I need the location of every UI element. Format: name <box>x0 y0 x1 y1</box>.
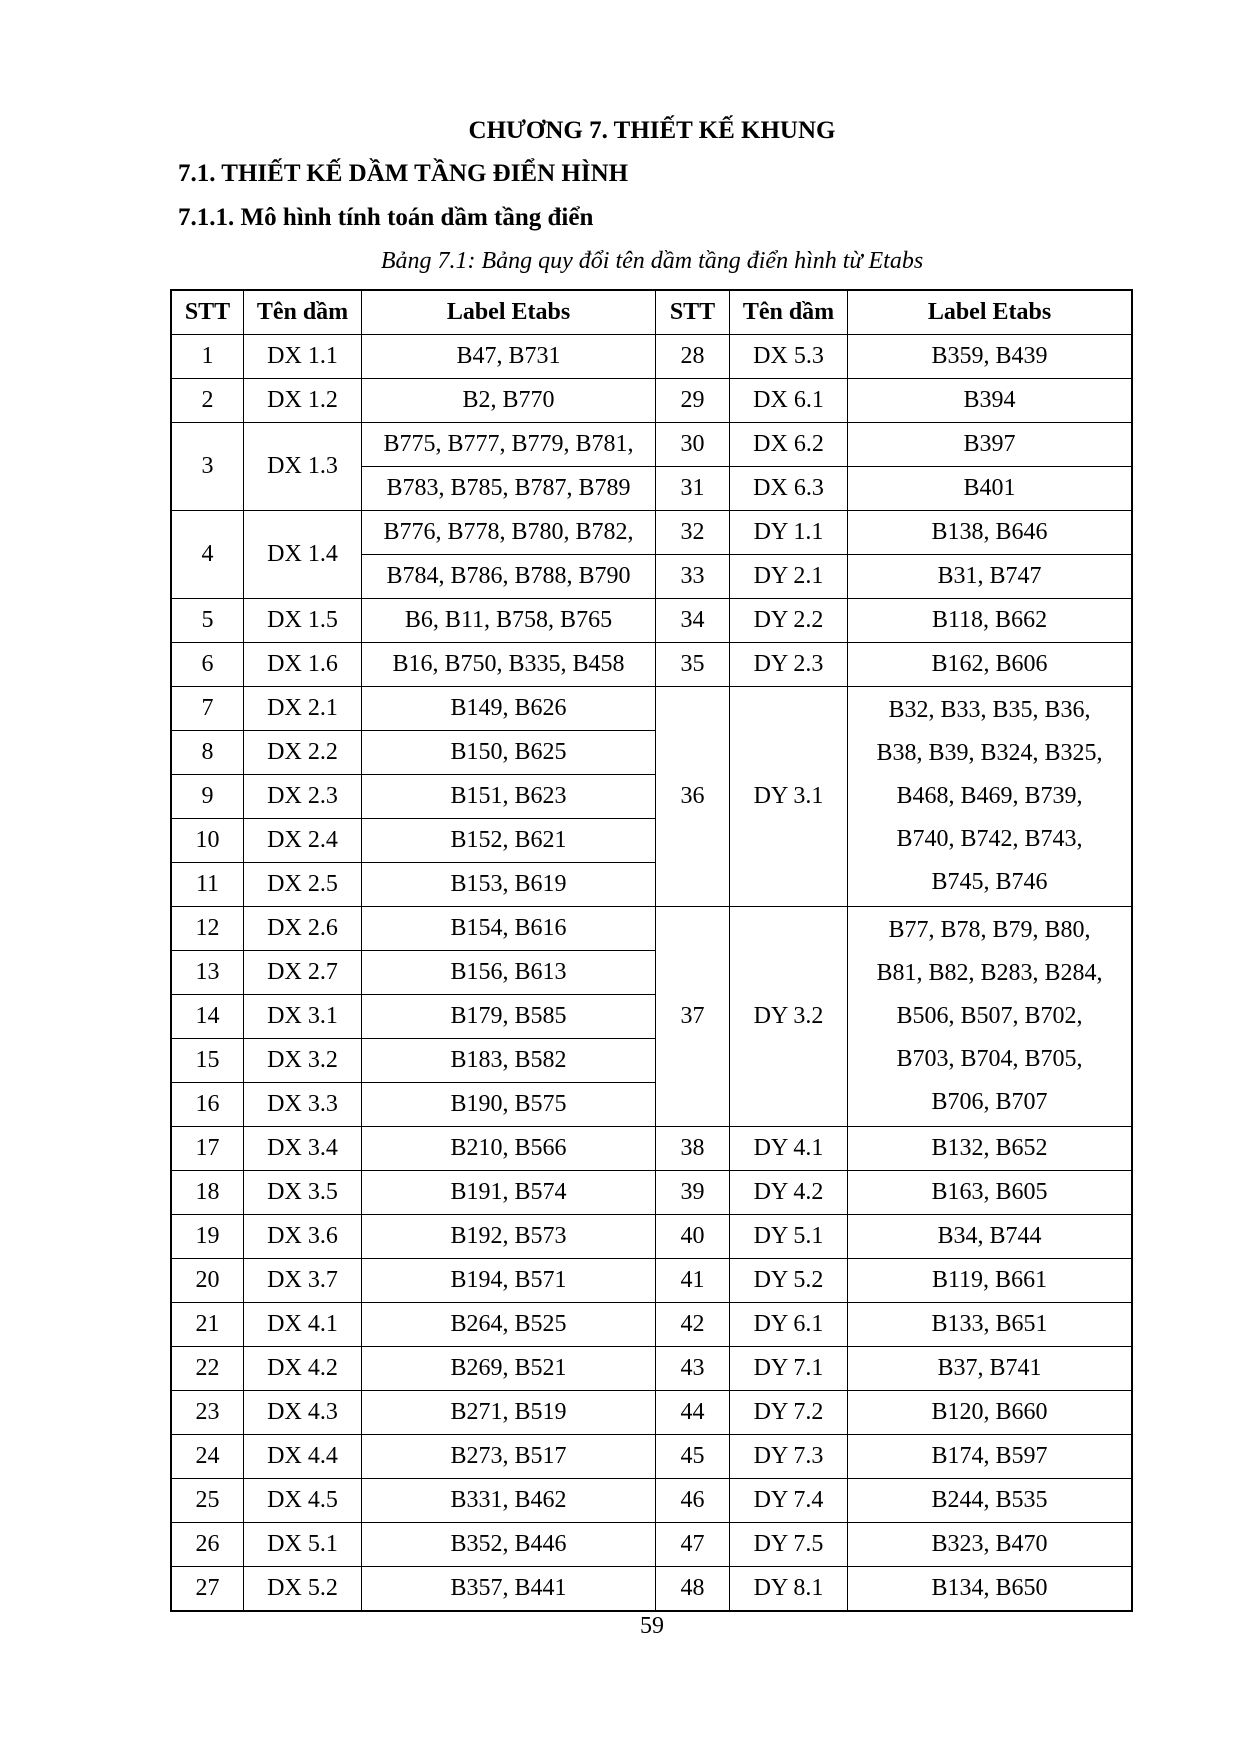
etabs-label-cell <box>848 1391 1133 1435</box>
stt-cell: 18 <box>171 1171 244 1215</box>
label-line: B174, B597 <box>931 1443 1048 1469</box>
header-name-right: Tên dầm <box>730 290 848 335</box>
label-line: B132, B652 <box>931 1135 1048 1161</box>
stt-cell: 6 <box>171 643 244 687</box>
etabs-label-cell <box>848 1303 1133 1347</box>
beam-name-cell: DY 7.4 <box>730 1479 848 1523</box>
etabs-label-cell <box>848 907 1133 1127</box>
etabs-label-cell <box>362 1435 656 1479</box>
beam-name-cell: DX 3.7 <box>244 1259 362 1303</box>
etabs-label-cell <box>848 1215 1133 1259</box>
beam-name-cell: DY 2.1 <box>730 555 848 599</box>
label-line: B32, B33, B35, B36, <box>888 697 1091 723</box>
stt-cell: 2 <box>171 379 244 423</box>
table-row <box>171 1435 1132 1479</box>
label-line: B394 <box>963 387 1016 413</box>
label-line: B138, B646 <box>931 519 1048 545</box>
stt-cell: 28 <box>656 335 730 379</box>
stt-cell: 13 <box>171 951 244 995</box>
stt-cell: 44 <box>656 1391 730 1435</box>
etabs-label-cell <box>362 643 656 687</box>
label-line: B191, B574 <box>450 1179 567 1205</box>
beam-name-cell: DX 2.5 <box>244 863 362 907</box>
beam-name-cell: DX 3.3 <box>244 1083 362 1127</box>
beam-name-cell: DY 3.1 <box>730 687 848 907</box>
etabs-label-cell <box>362 1347 656 1391</box>
label-line: B740, B742, B743, <box>896 826 1083 852</box>
stt-cell: 29 <box>656 379 730 423</box>
stt-cell: 16 <box>171 1083 244 1127</box>
label-line: B162, B606 <box>931 651 1048 677</box>
label-line: B16, B750, B335, B458 <box>392 651 625 677</box>
stt-cell: 8 <box>171 731 244 775</box>
label-line: B323, B470 <box>931 1531 1048 1557</box>
label-line: B133, B651 <box>931 1311 1048 1337</box>
label-line: B6, B11, B758, B765 <box>404 607 613 633</box>
label-line: B77, B78, B79, B80, <box>888 917 1091 943</box>
label-line: B359, B439 <box>931 343 1048 369</box>
label-line: B34, B744 <box>937 1223 1042 1249</box>
label-line: B210, B566 <box>450 1135 567 1161</box>
beam-name-cell: DY 4.2 <box>730 1171 848 1215</box>
table-row <box>171 423 1132 467</box>
etabs-label-cell <box>362 599 656 643</box>
stt-cell: 20 <box>171 1259 244 1303</box>
header-label-right: Label Etabs <box>848 290 1133 335</box>
etabs-label-cell <box>362 1479 656 1523</box>
table-row <box>171 907 1132 951</box>
etabs-label-cell <box>362 995 656 1039</box>
stt-cell: 12 <box>171 907 244 951</box>
stt-cell: 37 <box>656 907 730 1127</box>
etabs-label-cell <box>362 1083 656 1127</box>
label-line: B244, B535 <box>931 1487 1048 1513</box>
etabs-label-cell <box>848 1567 1133 1612</box>
stt-cell: 1 <box>171 335 244 379</box>
beam-name-cell: DX 6.1 <box>730 379 848 423</box>
table-row <box>171 1303 1132 1347</box>
stt-cell: 38 <box>656 1127 730 1171</box>
label-line: B703, B704, B705, <box>896 1046 1083 1072</box>
label-line: B47, B731 <box>456 343 561 369</box>
stt-cell: 24 <box>171 1435 244 1479</box>
label-line: B154, B616 <box>450 915 567 941</box>
etabs-label-cell <box>848 687 1133 907</box>
label-line: B119, B661 <box>931 1267 1048 1293</box>
stt-cell: 43 <box>656 1347 730 1391</box>
etabs-label-cell <box>362 951 656 995</box>
beam-name-cell: DX 6.2 <box>730 423 848 467</box>
etabs-label-cell <box>362 379 656 423</box>
table-row <box>171 1259 1132 1303</box>
label-line: B152, B621 <box>450 827 567 853</box>
table-row <box>171 335 1132 379</box>
beam-name-cell: DX 3.4 <box>244 1127 362 1171</box>
label-line: B269, B521 <box>450 1355 567 1381</box>
beam-name-cell: DY 7.1 <box>730 1347 848 1391</box>
stt-cell: 33 <box>656 555 730 599</box>
table-row <box>171 1347 1132 1391</box>
etabs-label-cell <box>362 1171 656 1215</box>
page-number: 59 <box>640 1613 664 1639</box>
label-line: B273, B517 <box>450 1443 567 1469</box>
beam-name-cell: DY 1.1 <box>730 511 848 555</box>
etabs-label-cell <box>362 687 656 731</box>
beam-name-cell: DX 4.1 <box>244 1303 362 1347</box>
beam-name-cell: DX 1.2 <box>244 379 362 423</box>
etabs-label-cell <box>362 1567 656 1612</box>
etabs-label-cell <box>362 1127 656 1171</box>
label-line: B163, B605 <box>931 1179 1048 1205</box>
label-line: B745, B746 <box>931 869 1048 895</box>
etabs-label-cell: B776, B778, B780, B782, <box>362 511 656 555</box>
beam-name-cell: DX 5.1 <box>244 1523 362 1567</box>
label-line: B150, B625 <box>450 739 567 765</box>
stt-cell: 35 <box>656 643 730 687</box>
label-line: B81, B82, B283, B284, <box>876 960 1103 986</box>
beam-name-cell: DX 4.4 <box>244 1435 362 1479</box>
stt-cell: 9 <box>171 775 244 819</box>
etabs-label-cell <box>848 467 1133 511</box>
stt-cell: 36 <box>656 687 730 907</box>
stt-cell: 40 <box>656 1215 730 1259</box>
stt-cell: 34 <box>656 599 730 643</box>
table-row <box>171 643 1132 687</box>
beam-name-cell: DX 4.3 <box>244 1391 362 1435</box>
beam-name-cell: DY 5.2 <box>730 1259 848 1303</box>
label-line: B352, B446 <box>450 1531 567 1557</box>
stt-cell: 19 <box>171 1215 244 1259</box>
table-row <box>171 1127 1132 1171</box>
label-line: B468, B469, B739, <box>896 783 1083 809</box>
beam-name-cell: DX 3.2 <box>244 1039 362 1083</box>
etabs-label-cell <box>848 1259 1133 1303</box>
beam-name-cell: DX 5.3 <box>730 335 848 379</box>
beam-label-table <box>170 289 1133 1612</box>
stt-cell: 42 <box>656 1303 730 1347</box>
beam-name-cell: DX 2.7 <box>244 951 362 995</box>
etabs-label-cell <box>362 1259 656 1303</box>
header-name-left: Tên dầm <box>244 290 362 335</box>
label-line: B506, B507, B702, <box>896 1003 1083 1029</box>
label-line: B271, B519 <box>450 1399 567 1425</box>
label-line: B156, B613 <box>450 959 567 985</box>
beam-name-cell: DX 3.6 <box>244 1215 362 1259</box>
stt-cell: 39 <box>656 1171 730 1215</box>
beam-name-cell: DX 2.6 <box>244 907 362 951</box>
beam-name-cell: DX 3.1 <box>244 995 362 1039</box>
header-stt-left: STT <box>171 290 244 335</box>
beam-name-cell: DX 2.2 <box>244 731 362 775</box>
beam-name-cell: DY 8.1 <box>730 1567 848 1612</box>
etabs-label-cell: B784, B786, B788, B790 <box>362 555 656 599</box>
section-title: 7.1. THIẾT KẾ DẦM TẦNG ĐIỂN HÌNH <box>178 160 629 187</box>
etabs-label-cell: B783, B785, B787, B789 <box>362 467 656 511</box>
etabs-label-cell <box>848 511 1133 555</box>
table-row <box>171 1523 1132 1567</box>
stt-cell: 4 <box>171 511 244 599</box>
stt-cell: 41 <box>656 1259 730 1303</box>
label-line: B190, B575 <box>450 1091 567 1117</box>
beam-name-cell: DX 2.4 <box>244 819 362 863</box>
etabs-label-cell <box>362 775 656 819</box>
stt-cell: 25 <box>171 1479 244 1523</box>
table-row <box>171 1215 1132 1259</box>
etabs-label-cell <box>362 1303 656 1347</box>
etabs-label-cell <box>362 819 656 863</box>
label-line: B397 <box>963 431 1016 457</box>
label-line: B331, B462 <box>450 1487 567 1513</box>
table-row <box>171 687 1132 731</box>
etabs-label-cell <box>848 1435 1133 1479</box>
table-row <box>171 511 1132 555</box>
chapter-title: CHƯƠNG 7. THIẾT KẾ KHUNG <box>468 117 836 144</box>
beam-name-cell: DY 3.2 <box>730 907 848 1127</box>
stt-cell: 30 <box>656 423 730 467</box>
label-line: B38, B39, B324, B325, <box>876 740 1103 766</box>
label-line: B357, B441 <box>450 1575 567 1601</box>
beam-name-cell: DX 2.1 <box>244 687 362 731</box>
etabs-label-cell <box>848 423 1133 467</box>
label-line: B706, B707 <box>931 1089 1048 1115</box>
etabs-label-cell <box>362 907 656 951</box>
table-row <box>171 599 1132 643</box>
etabs-label-cell: B775, B777, B779, B781, <box>362 423 656 467</box>
stt-cell: 46 <box>656 1479 730 1523</box>
etabs-label-cell <box>362 1391 656 1435</box>
etabs-label-cell <box>848 1347 1133 1391</box>
label-line: B118, B662 <box>931 607 1048 633</box>
stt-cell: 17 <box>171 1127 244 1171</box>
etabs-label-cell <box>362 731 656 775</box>
beam-name-cell: DY 7.5 <box>730 1523 848 1567</box>
label-line: B134, B650 <box>931 1575 1048 1601</box>
etabs-label-cell <box>848 379 1133 423</box>
beam-name-cell: DX 3.5 <box>244 1171 362 1215</box>
stt-cell: 14 <box>171 995 244 1039</box>
table-header-row <box>171 290 1132 335</box>
label-line: B183, B582 <box>450 1047 567 1073</box>
beam-name-cell: DX 4.5 <box>244 1479 362 1523</box>
label-line: B194, B571 <box>450 1267 567 1293</box>
table-caption: Bảng 7.1: Bảng quy đổi tên dầm tầng điển hình từ Etabs <box>380 248 924 274</box>
etabs-label-cell <box>362 1523 656 1567</box>
label-line: B2, B770 <box>462 387 555 413</box>
beam-name-cell: DY 5.1 <box>730 1215 848 1259</box>
beam-name-cell: DX 1.3 <box>244 423 362 511</box>
stt-cell: 47 <box>656 1523 730 1567</box>
header-stt-right: STT <box>656 290 730 335</box>
beam-name-cell: DY 6.1 <box>730 1303 848 1347</box>
etabs-label-cell <box>848 1479 1133 1523</box>
beam-name-cell: DY 2.3 <box>730 643 848 687</box>
label-line: B401 <box>963 475 1016 501</box>
table-row <box>171 1391 1132 1435</box>
stt-cell: 45 <box>656 1435 730 1479</box>
stt-cell: 7 <box>171 687 244 731</box>
beam-name-cell: DY 4.1 <box>730 1127 848 1171</box>
beam-name-cell: DX 1.4 <box>244 511 362 599</box>
etabs-label-cell <box>848 599 1133 643</box>
beam-name-cell: DX 5.2 <box>244 1567 362 1612</box>
stt-cell: 21 <box>171 1303 244 1347</box>
label-line: B37, B741 <box>937 1355 1042 1381</box>
label-line: B179, B585 <box>450 1003 567 1029</box>
label-line: B149, B626 <box>450 695 567 721</box>
beam-name-cell: DY 7.3 <box>730 1435 848 1479</box>
label-line: B151, B623 <box>450 783 567 809</box>
etabs-label-cell <box>362 863 656 907</box>
stt-cell: 11 <box>171 863 244 907</box>
beam-name-cell: DX 2.3 <box>244 775 362 819</box>
header-label-left: Label Etabs <box>362 290 656 335</box>
beam-name-cell: DX 6.3 <box>730 467 848 511</box>
stt-cell: 10 <box>171 819 244 863</box>
beam-name-cell: DX 4.2 <box>244 1347 362 1391</box>
label-line: B31, B747 <box>937 563 1042 589</box>
label-line: B153, B619 <box>450 871 567 897</box>
etabs-label-cell <box>848 555 1133 599</box>
stt-cell: 15 <box>171 1039 244 1083</box>
beam-name-cell: DY 7.2 <box>730 1391 848 1435</box>
etabs-label-cell <box>848 1171 1133 1215</box>
beam-name-cell: DX 1.6 <box>244 643 362 687</box>
stt-cell: 5 <box>171 599 244 643</box>
etabs-label-cell <box>848 643 1133 687</box>
etabs-label-cell <box>848 1127 1133 1171</box>
table-row <box>171 1567 1132 1612</box>
label-line: B192, B573 <box>450 1223 567 1249</box>
stt-cell: 32 <box>656 511 730 555</box>
etabs-label-cell <box>362 1039 656 1083</box>
table-row <box>171 1479 1132 1523</box>
beam-name-cell: DX 1.1 <box>244 335 362 379</box>
beam-name-cell: DY 2.2 <box>730 599 848 643</box>
label-line: B120, B660 <box>931 1399 1048 1425</box>
etabs-label-cell <box>362 335 656 379</box>
stt-cell: 23 <box>171 1391 244 1435</box>
table-row <box>171 1171 1132 1215</box>
stt-cell: 26 <box>171 1523 244 1567</box>
stt-cell: 48 <box>656 1567 730 1612</box>
stt-cell: 3 <box>171 423 244 511</box>
stt-cell: 27 <box>171 1567 244 1612</box>
stt-cell: 31 <box>656 467 730 511</box>
etabs-label-cell <box>848 335 1133 379</box>
stt-cell: 22 <box>171 1347 244 1391</box>
etabs-label-cell <box>848 1523 1133 1567</box>
subsection-title: 7.1.1. Mô hình tính toán dầm tầng điển <box>178 204 594 231</box>
etabs-label-cell <box>362 1215 656 1259</box>
beam-name-cell: DX 1.5 <box>244 599 362 643</box>
label-line: B264, B525 <box>450 1311 567 1337</box>
table-row <box>171 379 1132 423</box>
